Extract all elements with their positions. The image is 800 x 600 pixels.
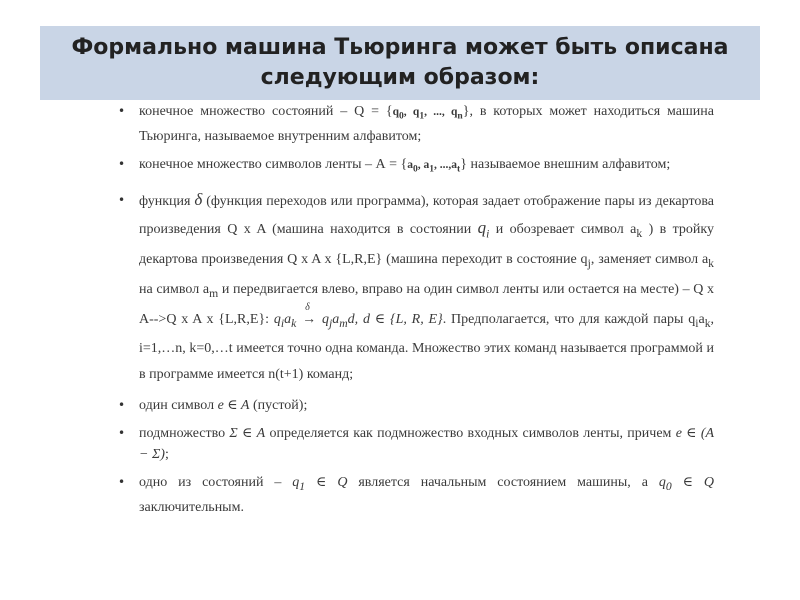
text: определяется как подмножество входных символов ленты, причем <box>269 426 672 442</box>
text: ) в тройку декартова произведения Q x A x {L,R,E} (машина переходит в состояние q <box>139 221 715 267</box>
slide-content <box>114 101 714 525</box>
list-item-initial-state <box>114 472 714 518</box>
subscript: t <box>457 163 461 175</box>
title-banner <box>40 26 760 100</box>
text: d, d ∈ {L, R, E} <box>347 311 443 327</box>
list-item-symbols <box>114 154 714 179</box>
subscript: i <box>280 316 285 330</box>
text: a <box>284 311 292 327</box>
text: подмножество <box>139 426 226 442</box>
text: на символ a <box>139 281 210 297</box>
subscript: j <box>587 256 591 270</box>
text: и обозревает символ a <box>495 221 637 237</box>
text: , i=1,…n, k=0,…t имеется точно одна команда. Множество этих команд называется программой и в программе имеется n(t+1) команд; <box>139 311 715 383</box>
transition-formula <box>273 301 443 330</box>
text: q <box>392 106 399 118</box>
text: , ..., q <box>424 106 458 118</box>
subscript: 0 <box>665 480 672 494</box>
subscript: m <box>339 316 348 330</box>
subscript: k <box>708 256 714 270</box>
text: } называемое внешним алфавитом; <box>460 157 671 173</box>
arrow-icon <box>301 301 317 333</box>
state-symbol: q <box>477 217 487 237</box>
text: конечное множество состояний – Q = { <box>139 104 393 119</box>
formula: e ∈ A <box>217 398 250 414</box>
text: ; <box>164 447 169 463</box>
text: , a <box>417 159 430 172</box>
delta-label: δ <box>305 301 310 313</box>
text: , ...,a <box>434 159 458 172</box>
text: конечное множество символов ленты – А = { <box>139 157 408 173</box>
state-symbol: q <box>658 475 666 491</box>
subscript: 0 <box>412 163 418 175</box>
text: заключительным. <box>139 500 244 516</box>
list-item-function <box>114 187 714 389</box>
text: функция <box>139 193 191 209</box>
subscript: m <box>209 286 219 300</box>
text: q <box>273 311 281 327</box>
text: один символ <box>139 398 215 414</box>
text: a <box>332 311 340 327</box>
text: . Предполагается, что для каждой пары q <box>442 311 696 327</box>
subscript: j <box>328 316 333 330</box>
formula: ∈ Q <box>682 475 715 491</box>
arrow-glyph: → <box>302 311 317 327</box>
subscript: 1 <box>299 480 306 494</box>
subscript: k <box>636 226 643 240</box>
text: a <box>407 159 413 172</box>
text: , q <box>403 106 420 118</box>
subscript: 1 <box>419 110 425 122</box>
formula: Σ ∈ A <box>229 426 266 442</box>
text: q <box>321 311 329 327</box>
subscript: k <box>704 316 711 330</box>
formula: ∈ Q <box>316 475 348 491</box>
subscript: 1 <box>429 163 435 175</box>
definition-list <box>114 101 714 518</box>
text: (функция переходов или программа), которая задает отображение пары из декартова произведения Q x A (машина находится в состоянии <box>139 193 715 237</box>
text: одно из состояний – <box>139 475 282 491</box>
text: является начальным состоянием машины, а <box>358 475 648 491</box>
list-item-subset <box>114 423 714 465</box>
slide-title: Формально машина Тьюринга может быть описана следующим образом: <box>71 35 729 90</box>
subscript: i <box>695 316 699 330</box>
text: a <box>698 311 705 327</box>
text: (пустой); <box>252 398 308 414</box>
subscript: i <box>486 227 490 240</box>
formula: e ∈ (A − Σ) <box>139 426 715 463</box>
state-symbol: q <box>292 475 300 491</box>
subscript: 0 <box>399 110 404 122</box>
delta-symbol: δ <box>194 189 203 209</box>
text: , заменяет символ a <box>590 251 709 267</box>
list-item-empty-symbol <box>114 395 714 416</box>
text: и передвигается влево, вправо на один символ ленты или остается на месте) – Q x A-->Q x A x {L,R,E}: <box>139 281 715 327</box>
subscript: k <box>291 316 297 330</box>
subscript: n <box>457 110 463 122</box>
text: }, в которых может находиться машина Тьюринга, называемое внутренним алфавитом; <box>139 104 715 145</box>
list-item-states <box>114 101 714 147</box>
